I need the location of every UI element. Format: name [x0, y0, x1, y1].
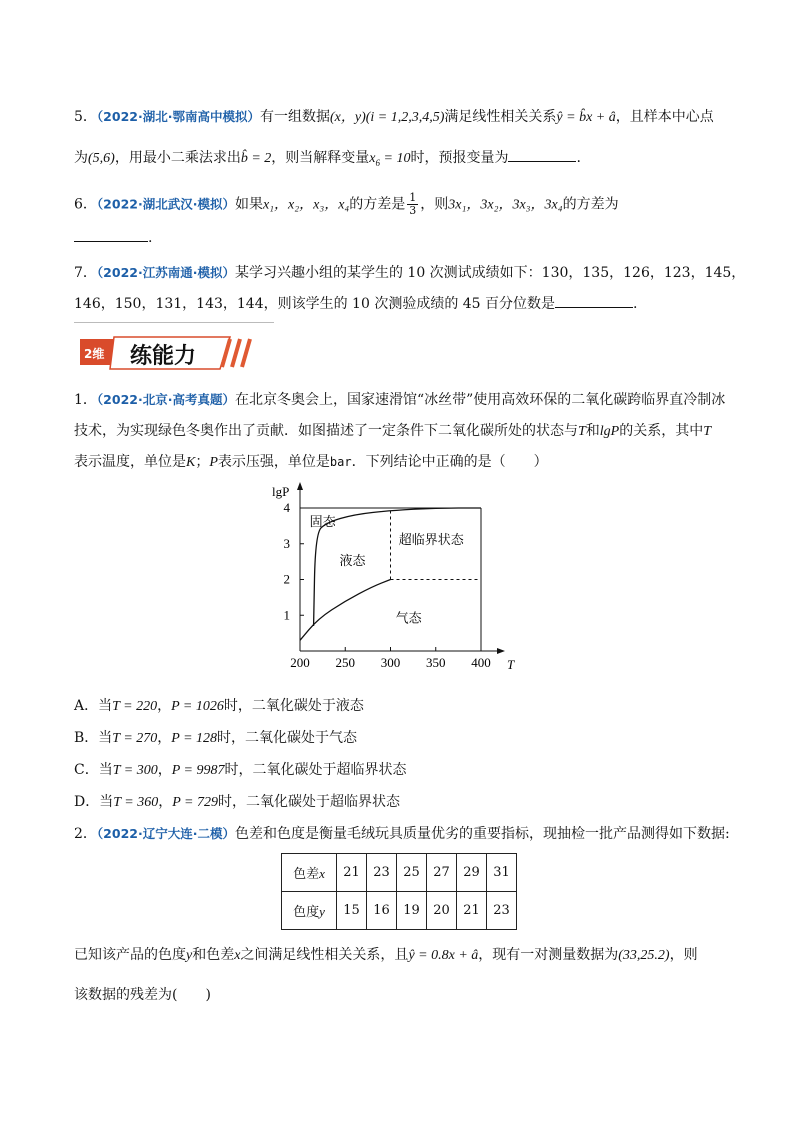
x-axis-arrow	[497, 648, 505, 654]
section-banner	[80, 335, 260, 375]
answer-blank[interactable]	[74, 241, 148, 242]
q7-line2: 146，150，131，143，144，则该学生的 10 次测验成绩的 45 百分位数是 .	[74, 296, 638, 312]
q6-line2: .	[74, 230, 724, 246]
table-cell: 27	[427, 854, 457, 892]
region-label: 液态	[339, 554, 366, 570]
p2-source: （2022·辽宁大连·二模）	[96, 826, 235, 841]
option-d[interactable]: D．当T = 360，P = 729时，二氧化碳处于超临界状态	[74, 794, 400, 810]
region-label: 气态	[395, 611, 422, 627]
x-tick-label: 350	[426, 655, 446, 670]
table-cell: 色差x	[282, 854, 337, 892]
p2-line3: 该数据的残差为( )	[74, 987, 211, 1003]
phase-diagram-chart	[268, 478, 528, 678]
banner-title: 练能力	[130, 344, 197, 369]
region-label: 超临界状态	[398, 532, 464, 548]
table-row	[282, 892, 517, 930]
table-cell: 15	[337, 892, 367, 930]
y-axis-arrow	[297, 482, 303, 490]
p1-source: （2022·北京·高考真题）	[96, 392, 235, 407]
option-b[interactable]: B．当T = 270，P = 128时，二氧化碳处于气态	[74, 730, 358, 746]
option-c[interactable]: C．当T = 300，P = 9987时，二氧化碳处于超临界状态	[74, 762, 407, 778]
banner-badge: 2维	[84, 347, 105, 361]
table-cell: 23	[487, 892, 517, 930]
table-cell: 21	[457, 892, 487, 930]
p2-line1: 2．（2022·辽宁大连·二模）色差和色度是衡量毛绒玩具质量优劣的重要指标，现抽检一批产品测得如下数据:	[74, 826, 730, 842]
answer-blank[interactable]	[555, 307, 633, 308]
table-row	[282, 854, 517, 892]
y-tick-label: 2	[283, 571, 290, 587]
table-cell: 16	[367, 892, 397, 930]
divider	[74, 322, 274, 323]
p1-line3: 表示温度，单位是K；P表示压强，单位是bar．下列结论中正确的是（ ）	[74, 454, 548, 470]
q5-line1: 5．（2022·湖北·鄂南高中模拟）有一组数据(x，y)(i = 1,2,3,4,5)满足线性相关关系ŷ = b̂x + â，且样本中心点	[74, 109, 714, 125]
x-tick-label: 250	[335, 655, 355, 670]
p1-line2: 技术，为实现绿色冬奥作出了贡献．如图描述了一定条件下二氧化碳所处的状态与T和lgP的关系，其中T	[74, 423, 712, 439]
option-a[interactable]: A．当T = 220，P = 1026时，二氧化碳处于液态	[74, 698, 364, 714]
table-cell: 25	[397, 854, 427, 892]
y-tick-label: 4	[283, 500, 290, 515]
table-cell: 21	[337, 854, 367, 892]
table-cell: 色度y	[282, 892, 337, 930]
y-tick-label: 3	[283, 535, 290, 551]
fraction: $\frac{1}{3}$	[409, 191, 417, 217]
p1-line1: 1．（2022·北京·高考真题）在北京冬奥会上，国家速滑馆“冰丝带”使用高效环保的二氧化碳跨临界直冷制冰	[74, 392, 726, 408]
y-axis-label: lgP	[272, 484, 290, 499]
x-tick-label: 200	[290, 655, 310, 670]
q7-line1: 7．（2022·江苏南通·模拟）某学习兴趣小组的某学生的 10 次测试成绩如下：130，135，126，123，145，	[74, 265, 746, 281]
table-cell: 31	[487, 854, 517, 892]
q5-line2: 为(5,6)，用最小二乘法求出b̂ = 2，则当解释变量$x_6 = 10$时，预报变量为 .	[74, 150, 581, 168]
table-cell: 20	[427, 892, 457, 930]
q5-source: （2022·湖北·鄂南高中模拟）	[96, 109, 260, 124]
q6-line1: 6．（2022·湖北武汉·模拟）如果x₁，x₂，x₃，x₄的方差是 $\frac{1}{3}$ ，则3x₁，3x₂，3x₃，3x₄的方差为	[74, 191, 619, 217]
table-cell: 29	[457, 854, 487, 892]
data-table	[281, 853, 517, 930]
p2-line2: 已知该产品的色度y和色差x之间满足线性相关关系，且ŷ = 0.8x + â，现有一对测量数据为(33,25.2)，则	[74, 947, 698, 963]
table-cell: 19	[397, 892, 427, 930]
x-tick-label: 300	[380, 655, 401, 670]
y-tick-label: 1	[283, 607, 290, 623]
q6-source: （2022·湖北武汉·模拟）	[96, 196, 235, 212]
q7-source: （2022·江苏南通·模拟）	[96, 265, 235, 280]
x-axis-label: T	[507, 657, 515, 672]
table-cell: 23	[367, 854, 397, 892]
x-tick-label: 400	[471, 655, 491, 670]
region-label: 固态	[309, 514, 336, 530]
answer-blank[interactable]	[508, 161, 576, 162]
